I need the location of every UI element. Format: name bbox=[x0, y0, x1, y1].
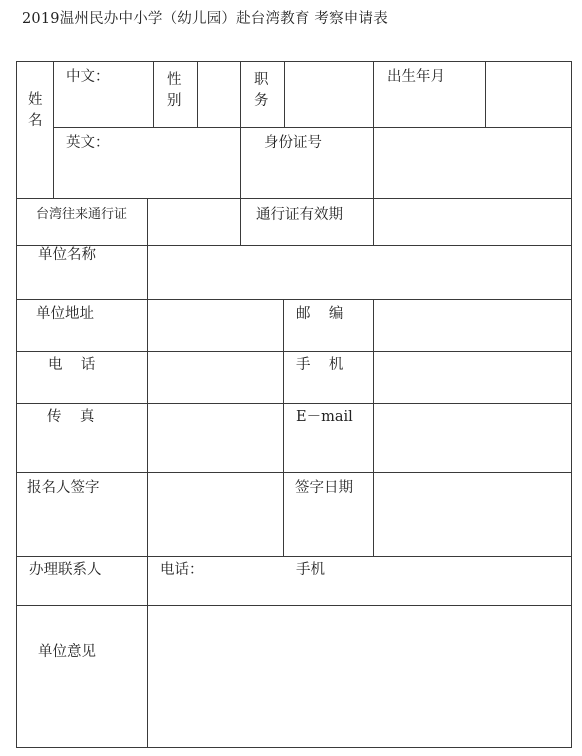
id-number-field[interactable] bbox=[374, 128, 571, 198]
unit-address-field[interactable] bbox=[148, 300, 283, 351]
unit-address-label: 单位地址 bbox=[36, 306, 94, 322]
email-label: E－mail bbox=[296, 409, 353, 425]
mobile-field[interactable] bbox=[374, 352, 571, 403]
contact-mobile-field[interactable] bbox=[330, 557, 571, 605]
phone-field[interactable] bbox=[148, 352, 283, 403]
mobile-label: 手 机 bbox=[296, 357, 344, 373]
contact-phone-field[interactable] bbox=[205, 557, 290, 605]
email-field[interactable] bbox=[374, 404, 571, 472]
fax-label: 传 真 bbox=[47, 409, 95, 425]
contact-mobile-label: 手机 bbox=[296, 562, 325, 578]
applicant-signature-field[interactable] bbox=[148, 473, 283, 556]
gender-field[interactable] bbox=[198, 62, 240, 127]
position-label: 职务 bbox=[254, 72, 269, 109]
gender-label: 性别 bbox=[167, 72, 182, 109]
postcode-field[interactable] bbox=[374, 300, 571, 351]
contact-person-label: 办理联系人 bbox=[29, 562, 102, 578]
permit-validity-field[interactable] bbox=[374, 199, 571, 245]
birth-date-label: 出生年月 bbox=[387, 69, 445, 85]
signature-date-field[interactable] bbox=[374, 473, 571, 556]
chinese-name-label: 中文： bbox=[66, 69, 110, 85]
form-title: 2019温州民办中小学（幼儿园）赴台湾教育 考察申请表 bbox=[22, 11, 388, 27]
unit-name-label: 单位名称 bbox=[38, 247, 96, 263]
applicant-signature-label: 报名人签字 bbox=[27, 480, 100, 496]
position-field[interactable] bbox=[285, 62, 373, 127]
phone-label: 电 话 bbox=[48, 357, 96, 373]
id-number-label: 身份证号 bbox=[264, 135, 322, 151]
birth-date-field[interactable] bbox=[486, 62, 571, 127]
unit-opinion-field[interactable] bbox=[148, 606, 571, 747]
name-label: 姓名 bbox=[28, 92, 43, 129]
fax-field[interactable] bbox=[148, 404, 283, 472]
unit-opinion-label: 单位意见 bbox=[38, 644, 96, 660]
chinese-name-field[interactable] bbox=[154, 62, 155, 63]
taiwan-permit-field[interactable] bbox=[148, 199, 240, 245]
permit-validity-label: 通行证有效期 bbox=[256, 207, 343, 223]
contact-phone-label: 电话： bbox=[160, 562, 204, 578]
taiwan-permit-label: 台湾往来通行证 bbox=[36, 207, 128, 222]
english-name-label: 英文： bbox=[66, 135, 110, 151]
signature-date-label: 签字日期 bbox=[295, 480, 353, 496]
postcode-label: 邮 编 bbox=[296, 306, 344, 322]
unit-name-field[interactable] bbox=[148, 246, 571, 299]
